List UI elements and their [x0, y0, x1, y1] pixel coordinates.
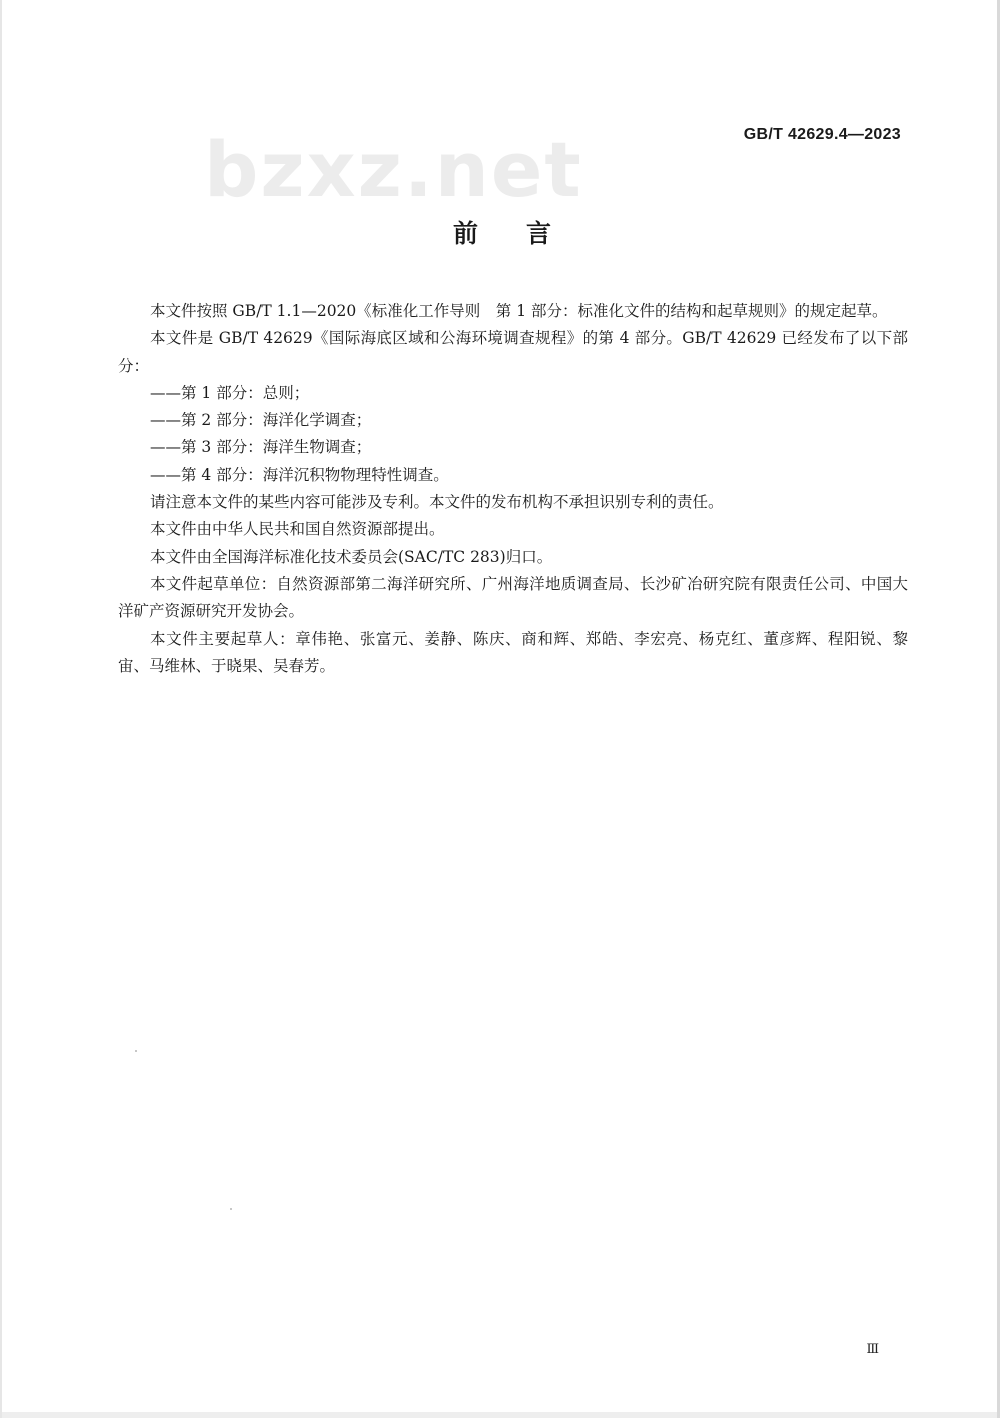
- page-bottom-edge: [2, 1412, 997, 1418]
- list-item-part-3: ——第 3 部分：海洋生物调查；: [150, 438, 372, 457]
- paragraph-committee: 本文件由全国海洋标准化技术委员会(SAC/TC 283)归口。: [150, 547, 553, 566]
- paragraph-drafting-rules: 本文件按照 GB/T 1.1—2020《标准化工作导则 第 1 部分：标准化文件的结构和起草规则》的规定起草。: [150, 302, 888, 320]
- scan-speck: [230, 1208, 232, 1210]
- list-item-part-1: ——第 1 部分：总则；: [150, 383, 310, 402]
- list-item-part-4: ——第 4 部分：海洋沉积物物理特性调查。: [150, 465, 449, 484]
- foreword-body: [118, 298, 908, 680]
- paragraph-proposer: 本文件由中华人民共和国自然资源部提出。: [150, 520, 445, 539]
- list-item-part-2: ——第 2 部分：海洋化学调查；: [150, 411, 372, 430]
- paragraph-patent-notice: 请注意本文件的某些内容可能涉及专利。本文件的发布机构不承担识别专利的责任。: [150, 493, 724, 512]
- paragraph-series-info: 本文件是 GB/T 42629《国际海底区域和公海环境调查规程》的第 4 部分。GB/T 42629 已经发布了以下部分：: [118, 329, 908, 375]
- page-title: 前言: [452, 219, 599, 248]
- watermark-logo: bzxz.net: [204, 125, 583, 214]
- paragraph-drafters: 本文件主要起草人：章伟艳、张富元、姜静、陈庆、商和辉、郑皓、李宏亮、杨克红、董彦辉、程阳锐、黎宙、马维林、于晓果、吴春芳。: [118, 629, 908, 675]
- scan-speck: [135, 1050, 137, 1052]
- standard-code: GB/T 42629.4—2023: [743, 126, 901, 143]
- page-number: Ⅲ: [866, 1342, 879, 1357]
- paragraph-drafting-units: 本文件起草单位：自然资源部第二海洋研究所、广州海洋地质调查局、长沙矿冶研究院有限责任公司、中国大洋矿产资源研究开发协会。: [118, 574, 908, 621]
